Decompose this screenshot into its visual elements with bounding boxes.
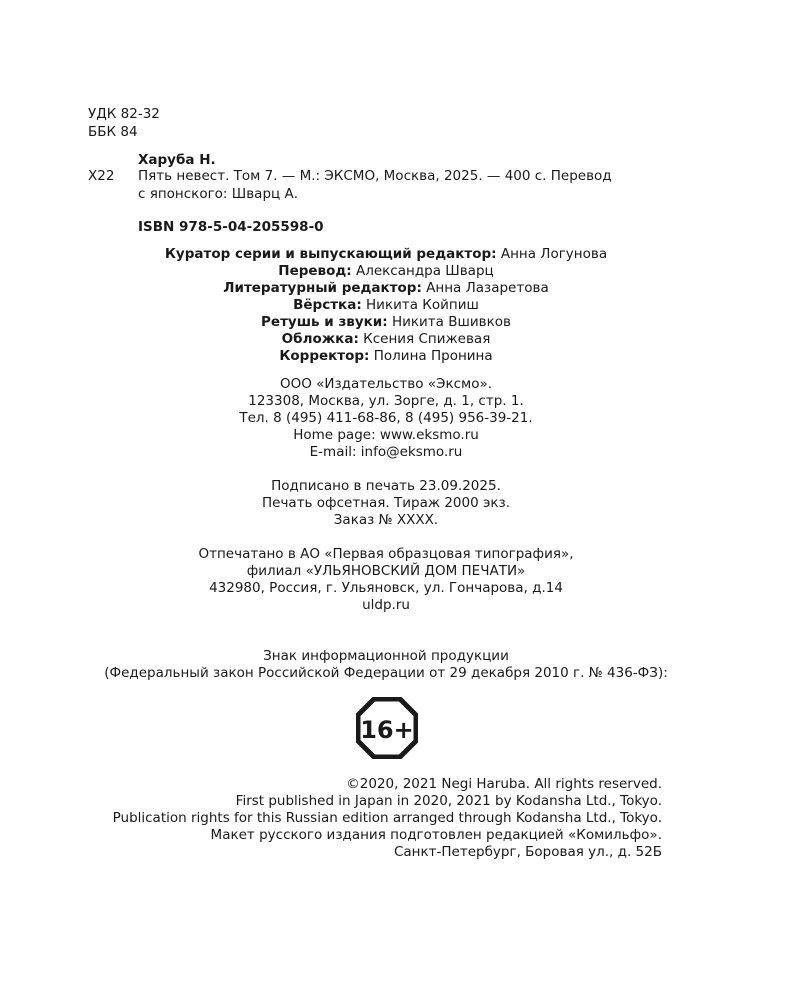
law-notice (0, 648, 772, 682)
credit-name: Александра Шварц (355, 263, 494, 279)
credit-role: Обложка: (281, 331, 359, 347)
rights-line: Санкт-Петербург, Боровая ул., д. 52Б (393, 844, 662, 860)
printer-line: Отпечатано в АО «Первая образцовая типография», (198, 546, 574, 562)
publisher-line: ООО «Издательство «Эксмо». (279, 376, 493, 392)
credit-name: Ксения Спижевая (363, 331, 491, 347)
credit-name: Анна Логунова (500, 246, 608, 262)
printer-line: uldp.ru (362, 597, 410, 613)
rights-line: Publication rights for this Russian edition arranged through Kodansha Ltd., Tokyo. (112, 810, 662, 826)
credit-role: Куратор серии и выпускающий редактор: (164, 246, 497, 262)
rights-line: ©2020, 2021 Negi Haruba. All rights reserved. (346, 776, 662, 792)
printer-info (0, 546, 772, 614)
credit-role: Ретушь и звуки: (261, 314, 388, 330)
credit-role: Вёрстка: (293, 297, 362, 313)
credit-line (0, 246, 772, 263)
credit-line (0, 280, 772, 297)
credit-role: Перевод: (278, 263, 352, 279)
rights-block (113, 776, 662, 861)
credits-block (0, 246, 772, 365)
credit-name: Анна Лазаретова (426, 280, 549, 296)
printer-line: филиал «УЛЬЯНОВСКИЙ ДОМ ПЕЧАТИ» (246, 563, 526, 579)
age-rating-text: 16+ (360, 716, 414, 744)
law-line: (Федеральный закон Российской Федерации от 29 декабря 2010 г. № 436-ФЗ): (104, 665, 668, 681)
print-line: Печать офсетная. Тираж 2000 экз. (261, 495, 510, 511)
print-line: Заказ № ХХХХ. (333, 512, 439, 528)
credit-name: Никита Вшивков (391, 314, 511, 330)
bib-line: Пять невест. Том 7. — М.: ЭКСМО, Москва, 2025. — 400 с. Перевод (138, 168, 612, 184)
credit-line (0, 331, 772, 348)
author-code: Х22 (88, 168, 115, 184)
rights-line: First published in Japan in 2020, 2021 by Kodansha Ltd., Tokyo. (235, 793, 662, 809)
age-rating-icon (356, 697, 418, 759)
rights-line: Макет русского издания подготовлен редакцией «Комильфо». (210, 827, 662, 843)
credit-line (0, 297, 772, 314)
credit-line (0, 263, 772, 280)
credit-line (0, 314, 772, 331)
print-line: Подписано в печать 23.09.2025. (271, 478, 501, 494)
credit-line (0, 348, 772, 365)
publisher-line: Home page: www.eksmo.ru (293, 427, 479, 443)
printer-line: 432980, Россия, г. Ульяновск, ул. Гончарова, д.14 (209, 580, 563, 596)
bibliographic-description (138, 168, 618, 204)
credit-role: Корректор: (279, 348, 370, 364)
age-rating-badge-graphic (356, 697, 418, 759)
publisher-line: Тел. 8 (495) 411-68-86, 8 (495) 956-39-21. (239, 410, 533, 426)
credit-role: Литературный редактор: (223, 280, 422, 296)
publisher-line: E-mail: info@eksmo.ru (309, 444, 463, 460)
publisher-line: 123308, Москва, ул. Зорге, д. 1, стр. 1. (248, 393, 524, 409)
credit-name: Никита Койпиш (366, 297, 479, 313)
law-line: Знак информационной продукции (263, 648, 509, 664)
udk-code: УДК 82-32 (88, 106, 160, 122)
classification-codes (88, 106, 160, 142)
print-info (0, 478, 772, 529)
author-name: Харуба Н. (138, 152, 216, 168)
isbn: ISBN 978-5-04-205598-0 (138, 219, 324, 235)
bbk-code: ББК 84 (88, 124, 138, 140)
credit-name: Полина Пронина (373, 348, 493, 364)
publisher-info (0, 376, 772, 461)
bib-line: с японского: Шварц А. (138, 186, 299, 202)
